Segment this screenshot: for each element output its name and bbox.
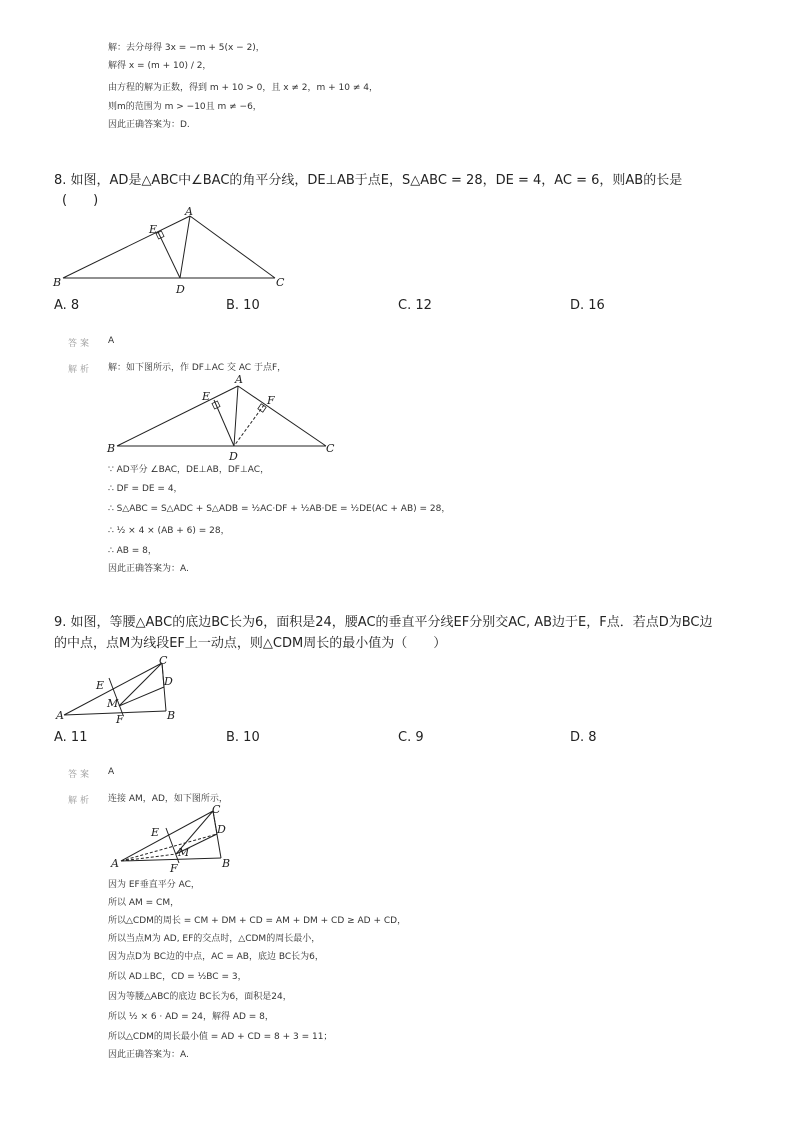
q8-solution-line-5: ∴ ½ × 4 × (AB + 6) = 28， <box>108 526 230 536</box>
q8-solution-line-7: 因此正确答案为：A. <box>108 564 189 574</box>
q8-sol-fig-label-c: C <box>326 442 335 455</box>
prev-solution-line-1: 解：去分母得 3x = −m + 5(x − 2)， <box>108 43 265 53</box>
q8-sol-fig-label-f: F <box>267 394 275 407</box>
q8-fig-label-b: B <box>53 276 62 289</box>
q8-solution-line-4: ∴ S△ABC = S△ADC + S△ADB = ½AC·DF + ½AB·DE = ½DE(AC + AB) = 28， <box>108 504 451 514</box>
q9-stem-line-1: 9. 如图，等腰△ABC的底边BC长为6，面积是24，腰AC的垂直平分线EF分别交AC, AB边于E，F点．若点D为BC边 <box>54 615 713 630</box>
q9-answer-value: A <box>108 767 115 777</box>
q8-sol-fig-label-d: D <box>229 450 238 463</box>
q9-analysis-label: 解析 <box>68 796 93 806</box>
q9-solution-line-5: 所以当点M为 AD, EF的交点时，△CDM的周长最小， <box>108 934 321 944</box>
q8-figure <box>50 205 290 300</box>
q9-sol-fig-label-a: A <box>111 857 119 870</box>
q9-solution-line-11: 因此正确答案为：A. <box>108 1050 189 1060</box>
q9-figure <box>54 656 184 726</box>
q9-solution-line-10: 所以△CDM的周长最小值 = AD + CD = 8 + 3 = 11； <box>108 1032 333 1042</box>
q9-option-c[interactable]: C. 9 <box>398 730 424 745</box>
q8-answer-label: 答案 <box>68 339 93 349</box>
q9-sol-fig-label-m: M <box>178 846 190 859</box>
q9-fig-label-e: E <box>96 679 105 692</box>
q9-solution-line-7: 所以 AD⊥BC，CD = ½BC = 3， <box>108 972 247 982</box>
q9-sol-fig-label-c: C <box>212 803 221 816</box>
prev-solution-line-2: 解得 x = (m + 10) / 2， <box>108 61 212 71</box>
q8-solution-line-6: ∴ AB = 8， <box>108 546 157 556</box>
q8-solution-line-3: ∴ DF = DE = 4， <box>108 484 183 494</box>
q8-option-a[interactable]: A. 8 <box>54 298 80 313</box>
q8-solution-line-1: 解：如下图所示，作 DF⊥AC 交 AC 于点F， <box>108 363 287 373</box>
q9-solution-line-6: 因为点D为 BC边的中点，AC = AB，底边 BC长为6， <box>108 952 324 962</box>
prev-solution-line-5: 因此正确答案为：D. <box>108 120 190 130</box>
q9-option-a[interactable]: A. 11 <box>54 730 88 745</box>
q9-sol-fig-label-b: B <box>222 857 231 870</box>
q8-option-c[interactable]: C. 12 <box>398 298 432 313</box>
q8-sol-fig-label-a: A <box>235 373 243 386</box>
q8-option-b[interactable]: B. 10 <box>226 298 260 313</box>
q9-solution-line-3: 所以 AM = CM， <box>108 898 180 908</box>
q8-sol-fig-label-b: B <box>107 442 116 455</box>
q9-fig-label-a: A <box>56 709 64 722</box>
q9-solution-line-8: 因为等腰△ABC的底边 BC长为6，面积是24， <box>108 992 292 1002</box>
q9-solution-figure <box>108 803 238 878</box>
q8-option-d[interactable]: D. 16 <box>570 298 605 313</box>
q8-sol-fig-label-e: E <box>202 390 211 403</box>
q8-fig-label-e: E <box>149 223 158 236</box>
q8-stem-line-2: ( ) <box>62 193 99 208</box>
q9-fig-label-f: F <box>116 713 124 726</box>
q9-option-d[interactable]: D. 8 <box>570 730 597 745</box>
q9-fig-label-c: C <box>159 654 168 667</box>
q8-analysis-label: 解析 <box>68 365 93 375</box>
q8-fig-label-d: D <box>176 283 185 296</box>
q9-fig-label-b: B <box>167 709 176 722</box>
q9-answer-label: 答案 <box>68 770 93 780</box>
q9-fig-label-m: M <box>107 697 119 710</box>
q9-sol-fig-label-f: F <box>170 862 178 875</box>
q8-stem-line-1: 8. 如图，AD是△ABC中∠BAC的角平分线，DE⊥AB于点E，S△ABC = 28，DE = 4，AC = 6，则AB的长是 <box>54 173 683 188</box>
q8-answer-value: A <box>108 336 115 346</box>
prev-solution-line-3: 由方程的解为正数，得到 m + 10 > 0，且 x ≠ 2，m + 10 ≠ 4， <box>108 83 378 93</box>
q9-fig-label-d: D <box>164 675 173 688</box>
q9-solution-line-4: 所以△CDM的周长 = CM + DM + CD = AM + DM + CD ≥ AD + CD， <box>108 916 407 926</box>
q8-fig-label-c: C <box>276 276 285 289</box>
q9-solution-line-2: 因为 EF垂直平分 AC， <box>108 880 200 890</box>
prev-solution-line-4: 则m的范围为 m > −10且 m ≠ −6， <box>108 102 262 112</box>
q9-option-b[interactable]: B. 10 <box>226 730 260 745</box>
q8-solution-figure <box>104 372 344 464</box>
q9-solution-line-9: 所以 ½ × 6 · AD = 24，解得 AD = 8， <box>108 1012 274 1022</box>
q9-sol-fig-label-d: D <box>217 823 226 836</box>
q8-solution-line-2: ∵ AD平分 ∠BAC，DE⊥AB，DF⊥AC， <box>108 465 270 475</box>
q8-fig-label-a: A <box>185 205 193 218</box>
q9-sol-fig-label-e: E <box>151 826 160 839</box>
q9-solution-line-1: 连接 AM，AD，如下图所示， <box>108 794 228 804</box>
q9-stem-line-2: 的中点，点M为线段EF上一动点，则△CDM周长的最小值为（ ） <box>54 636 447 651</box>
